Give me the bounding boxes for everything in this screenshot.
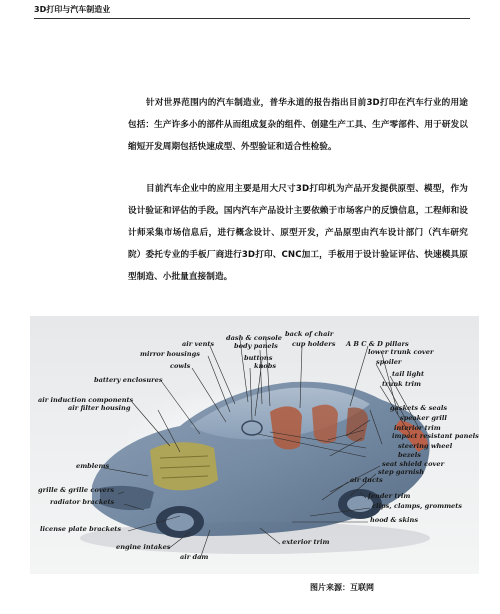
car-illustration bbox=[30, 316, 479, 574]
part-label: exterior trim bbox=[282, 538, 330, 546]
part-label: seat shield cover bbox=[382, 460, 445, 468]
part-label: license plate brackets bbox=[40, 525, 122, 533]
paragraph-2: 目前汽车企业中的应用主要是用大尺寸3D打印机为产品开发提供原型、模型，作为设计验证和评估的手段。国内汽车产品设计主要依赖于市场客户的反馈信息，工程师和设计师采集市场信息后，进行概念设计、原型开发，产品原型由汽车设计部门（汽车研究院）委托专业的手板厂商进行3D打印、CNC加工，手板用于设计验证评估、快速模具原型制造、小批量直接制造。 bbox=[128, 184, 468, 282]
part-label: cowls bbox=[170, 362, 191, 370]
part-label: back of chair bbox=[285, 330, 334, 338]
part-label: radiator brackets bbox=[50, 498, 115, 506]
part-label: buttons bbox=[244, 354, 273, 362]
part-label: spoiler bbox=[376, 358, 402, 366]
part-label: engine intakes bbox=[116, 543, 171, 551]
car-parts-figure bbox=[30, 316, 479, 574]
part-label: gaskets & seals bbox=[390, 404, 448, 412]
part-label: emblems bbox=[76, 462, 110, 470]
part-label: body panels bbox=[234, 342, 278, 350]
part-label: dash & console bbox=[226, 334, 282, 342]
part-label: air filter housing bbox=[68, 404, 131, 412]
part-label: A B C & D pillars bbox=[346, 340, 409, 348]
part-label: air induction components bbox=[38, 396, 134, 404]
part-label: steering wheel bbox=[398, 442, 453, 450]
part-label: mirror housings bbox=[140, 350, 200, 358]
part-label: cup holders bbox=[292, 340, 336, 348]
part-label: air vents bbox=[182, 340, 215, 348]
part-label: fender trim bbox=[368, 492, 411, 500]
part-label: knobs bbox=[254, 362, 277, 370]
figure-caption: 图片来源：互联网 bbox=[310, 583, 374, 592]
part-label: interior trim bbox=[394, 424, 441, 432]
page-header bbox=[34, 4, 470, 19]
part-label: lower trunk cover bbox=[368, 348, 434, 356]
part-label: air dam bbox=[180, 553, 209, 561]
part-label: tail light bbox=[392, 370, 425, 378]
part-label: grille & grille covers bbox=[38, 486, 115, 494]
part-label: bezels bbox=[398, 451, 421, 459]
part-label: air ducts bbox=[350, 476, 383, 484]
part-label: impact resistant panels bbox=[392, 432, 479, 440]
part-label: speaker grill bbox=[400, 414, 447, 422]
part-label: trunk trim bbox=[382, 380, 421, 388]
paragraph-1: 针对世界范围内的汽车制造业，普华永道的报告指出目前3D打印在汽车行业的用途包括：生产许多小的部件从而组成复杂的组件、创建生产工具、生产零部件、用于研发以缩短开发周期包括快速成型、外型验证和适合性检验。 bbox=[128, 98, 468, 152]
header-title: 3D打印与汽车制造业 bbox=[34, 5, 111, 14]
part-label: battery enclosures bbox=[94, 376, 163, 384]
part-label: hood & skins bbox=[370, 516, 419, 524]
part-label: step garnish bbox=[378, 468, 425, 476]
part-label: clips, clamps, grommets bbox=[372, 502, 463, 510]
